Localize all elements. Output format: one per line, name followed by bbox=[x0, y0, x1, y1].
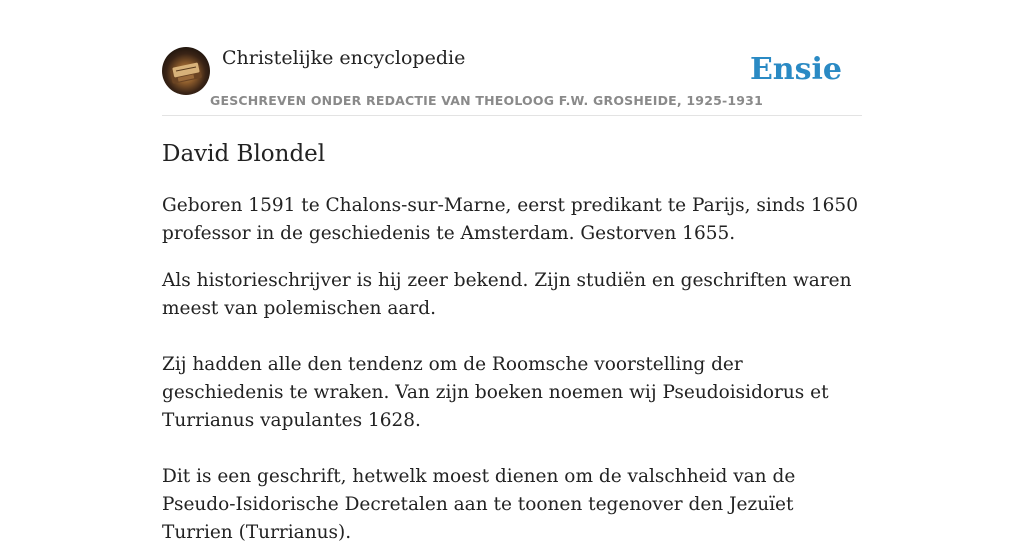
article-paragraph: Zij hadden alle den tendenz om de Roomsche voorstelling der geschiedenis te wraken. Van zijn boeken noemen wij Pseudoisidorus et Turrianus vapulantes 1628. bbox=[162, 354, 829, 431]
article bbox=[162, 138, 862, 547]
ensie-logo-link[interactable]: Ensie bbox=[749, 52, 842, 87]
article-title: David Blondel bbox=[162, 141, 326, 167]
encyclopedia-avatar-icon[interactable] bbox=[162, 47, 210, 95]
article-paragraph: Geboren 1591 te Chalons-sur-Marne, eerst predikant te Parijs, sinds 1650 professor in de geschiedenis te Amsterdam. Gestorven 1655. bbox=[162, 195, 858, 244]
site-title[interactable]: Christelijke encyclopedie bbox=[222, 47, 466, 69]
site-subtitle: GESCHREVEN ONDER REDACTIE VAN THEOLOOG F.W. GROSHEIDE, 1925-1931 bbox=[210, 93, 763, 108]
site-header bbox=[162, 46, 862, 116]
article-paragraph: Dit is een geschrift, hetwelk moest dienen om de valschheid van de Pseudo-Isidorische Decretalen aan te toonen tegenover den Jezuïet Turrien (Turrianus). bbox=[162, 466, 796, 543]
article-paragraph: Als historieschrijver is hij zeer bekend. Zijn studiën en geschriften waren meest van polemischen aard. bbox=[162, 270, 852, 319]
